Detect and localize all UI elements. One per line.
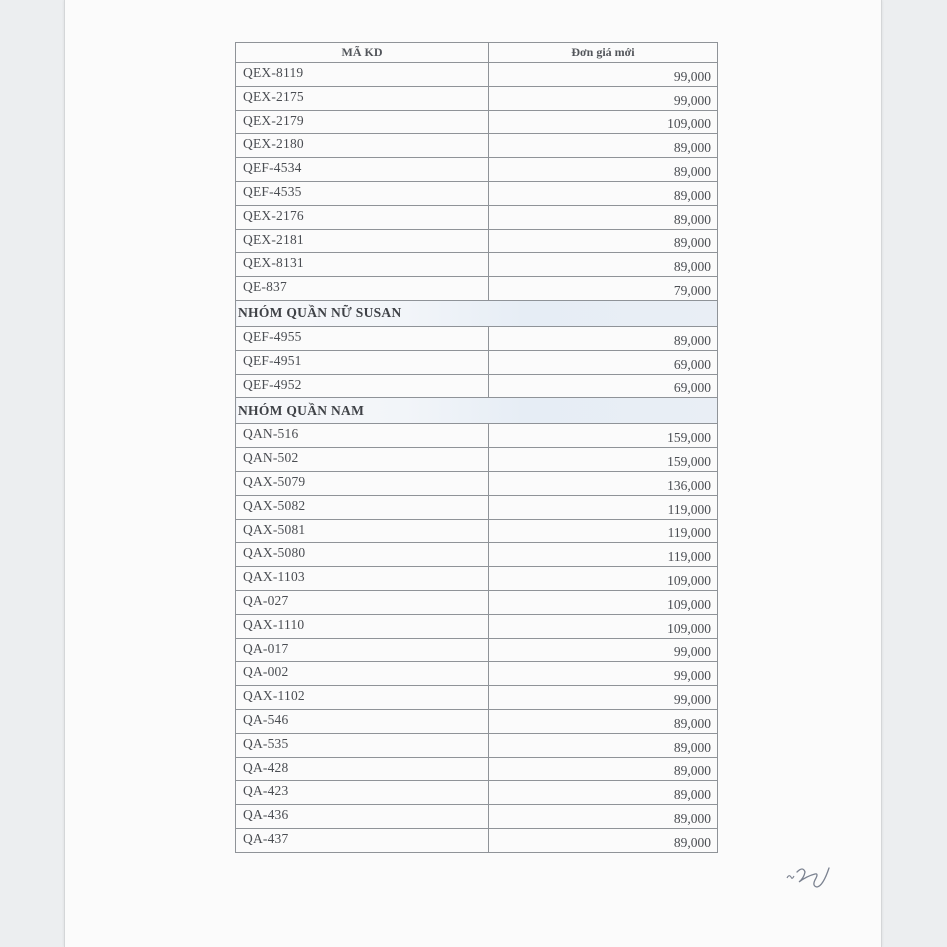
table-row	[236, 662, 718, 686]
unit-price: 119,000	[489, 543, 718, 567]
unit-price: 89,000	[489, 134, 718, 158]
unit-price: 99,000	[489, 662, 718, 686]
table-row	[236, 424, 718, 448]
unit-price: 119,000	[489, 519, 718, 543]
table-row	[236, 519, 718, 543]
unit-price: 89,000	[489, 326, 718, 350]
handwritten-signature	[785, 860, 833, 890]
product-code: QA-017	[236, 638, 489, 662]
product-code: QA-436	[236, 805, 489, 829]
table-row	[236, 805, 718, 829]
table-row	[236, 158, 718, 182]
table-header-row	[236, 43, 718, 63]
table-row	[236, 543, 718, 567]
header-code: MÃ KD	[236, 43, 489, 63]
product-code: QEX-2175	[236, 86, 489, 110]
table-row	[236, 374, 718, 398]
unit-price: 89,000	[489, 709, 718, 733]
unit-price: 69,000	[489, 374, 718, 398]
unit-price: 99,000	[489, 86, 718, 110]
table-row	[236, 181, 718, 205]
product-code: QEX-8131	[236, 253, 489, 277]
unit-price: 79,000	[489, 277, 718, 301]
unit-price: 89,000	[489, 181, 718, 205]
unit-price: 89,000	[489, 757, 718, 781]
unit-price: 99,000	[489, 63, 718, 87]
unit-price: 89,000	[489, 205, 718, 229]
unit-price: 109,000	[489, 110, 718, 134]
unit-price: 109,000	[489, 590, 718, 614]
product-code: QEX-2176	[236, 205, 489, 229]
product-code: QA-535	[236, 733, 489, 757]
table-row	[236, 614, 718, 638]
product-code: QEF-4534	[236, 158, 489, 182]
product-code: QEX-8119	[236, 63, 489, 87]
product-code: QEX-2180	[236, 134, 489, 158]
table-row	[236, 781, 718, 805]
table-row	[236, 448, 718, 472]
table-row	[236, 638, 718, 662]
product-code: QEF-4952	[236, 374, 489, 398]
product-code: QEF-4955	[236, 326, 489, 350]
table-row	[236, 205, 718, 229]
product-code: QEF-4951	[236, 350, 489, 374]
product-code: QAX-1110	[236, 614, 489, 638]
table-row	[236, 495, 718, 519]
unit-price: 119,000	[489, 495, 718, 519]
table-row	[236, 253, 718, 277]
table-row	[236, 733, 718, 757]
table-row	[236, 326, 718, 350]
product-code: QAN-502	[236, 448, 489, 472]
unit-price: 89,000	[489, 733, 718, 757]
group-header-row	[236, 398, 718, 424]
table-row	[236, 350, 718, 374]
unit-price: 89,000	[489, 158, 718, 182]
table-row	[236, 686, 718, 710]
unit-price: 109,000	[489, 614, 718, 638]
unit-price: 89,000	[489, 253, 718, 277]
table-row	[236, 63, 718, 87]
unit-price: 109,000	[489, 567, 718, 591]
table-row	[236, 229, 718, 253]
table-row	[236, 567, 718, 591]
header-price: Đơn giá mới	[489, 43, 718, 63]
product-code: QAN-516	[236, 424, 489, 448]
product-code: QA-002	[236, 662, 489, 686]
unit-price: 89,000	[489, 781, 718, 805]
product-code: QEX-2181	[236, 229, 489, 253]
unit-price: 69,000	[489, 350, 718, 374]
table-body	[236, 63, 718, 853]
table-row	[236, 590, 718, 614]
group-header-row	[236, 300, 718, 326]
unit-price: 159,000	[489, 448, 718, 472]
product-code: QA-437	[236, 828, 489, 852]
unit-price: 99,000	[489, 686, 718, 710]
product-code: QE-837	[236, 277, 489, 301]
table-row	[236, 828, 718, 852]
product-code: QAX-1102	[236, 686, 489, 710]
unit-price: 159,000	[489, 424, 718, 448]
unit-price: 89,000	[489, 828, 718, 852]
unit-price: 89,000	[489, 805, 718, 829]
product-code: QA-546	[236, 709, 489, 733]
unit-price: 99,000	[489, 638, 718, 662]
document-page	[64, 0, 882, 947]
table-row	[236, 471, 718, 495]
price-table	[235, 42, 718, 853]
table-row	[236, 86, 718, 110]
product-code: QAX-1103	[236, 567, 489, 591]
product-code: QA-027	[236, 590, 489, 614]
product-code: QEF-4535	[236, 181, 489, 205]
unit-price: 136,000	[489, 471, 718, 495]
table-row	[236, 709, 718, 733]
unit-price: 89,000	[489, 229, 718, 253]
table-row	[236, 134, 718, 158]
group-label: NHÓM QUẦN NỮ SUSAN	[236, 300, 718, 326]
product-code: QAX-5079	[236, 471, 489, 495]
table-row	[236, 277, 718, 301]
product-code: QAX-5082	[236, 495, 489, 519]
table-row	[236, 110, 718, 134]
product-code: QA-423	[236, 781, 489, 805]
product-code: QEX-2179	[236, 110, 489, 134]
product-code: QAX-5080	[236, 543, 489, 567]
group-label: NHÓM QUẦN NAM	[236, 398, 718, 424]
product-code: QAX-5081	[236, 519, 489, 543]
table-row	[236, 757, 718, 781]
product-code: QA-428	[236, 757, 489, 781]
